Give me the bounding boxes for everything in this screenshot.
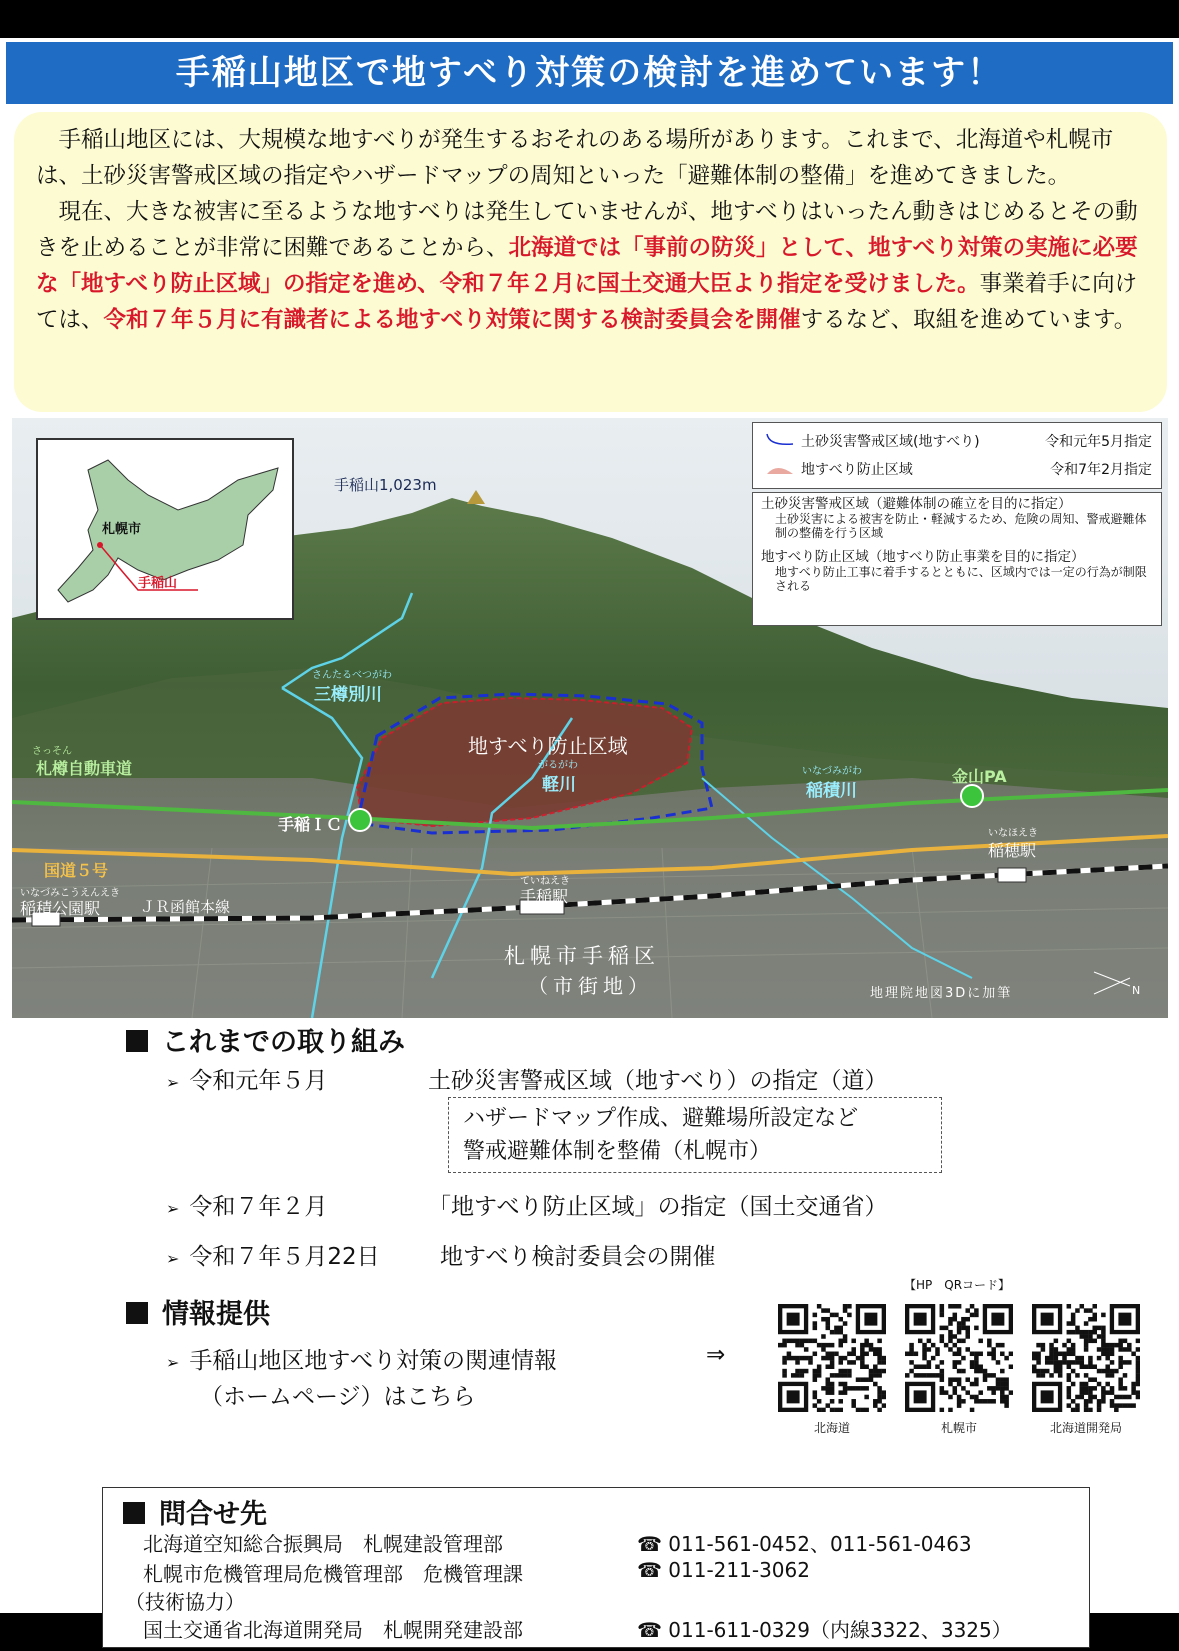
ic-label: 手稲ＩＣ — [278, 815, 343, 834]
triangle-bullet-icon: ➢ — [166, 1073, 180, 1092]
map-credit: 地理院地図3Dに加筆 — [870, 986, 1013, 1001]
legend-date: 令和7年2月指定 — [1050, 462, 1152, 478]
legend-date: 令和元年5月指定 — [1045, 434, 1152, 450]
intro-text: 現在、大きな被害に至るような地すべりは発生していませんが、地すべりはいったん動きはじめるとその動きを止めることが非常に困難であることから、 — [36, 199, 1138, 261]
contact-tel-number: 011-611-0329（内線3322、3325） — [668, 1618, 1012, 1642]
station-kana: いなづみこうえんえき — [20, 888, 120, 899]
phone-icon: ☎ — [637, 1618, 662, 1642]
contact-box — [102, 1487, 1090, 1648]
intro-box — [14, 112, 1167, 412]
history-note-line: 警戒避難体制を整備（札幌市） — [463, 1139, 772, 1164]
info-heading-text: 情報提供 — [162, 1299, 270, 1330]
contact-org: 北海道空知総合振興局 札幌建設管理部 — [143, 1532, 503, 1556]
qr-label: 北海道開発局 — [1049, 1421, 1122, 1435]
triangle-bullet-icon: ➢ — [166, 1249, 180, 1268]
river-kana: いなづみがわ — [802, 766, 862, 777]
square-bullet-icon — [126, 1030, 148, 1052]
intro-paragraph-2 — [36, 194, 1145, 338]
intro-text: 事業着手に向けては、 — [36, 271, 1138, 333]
history-date: 令和元年５月 — [189, 1068, 328, 1094]
contact-org: 国土交通省北海道開発局 札幌開発建設部 — [143, 1618, 523, 1642]
history-item — [166, 1062, 327, 1095]
river-kana: がるがわ — [538, 760, 578, 771]
legend-label: 地すべり防止区域 — [801, 462, 913, 478]
north-arrow-label: N — [1132, 984, 1141, 997]
history-text: 「地すべり防止区域」の指定（国土交通省） — [428, 1194, 888, 1220]
info-heading — [126, 1292, 270, 1331]
intro-text: するなど、取組を進めています。 — [800, 307, 1137, 333]
definition-body: 地すべり防止工事に着手するとともに、区域内では一定の行為が制限される — [775, 565, 1147, 593]
station-kana: ていねえき — [520, 876, 570, 887]
zone-definitions — [752, 492, 1162, 626]
qr-code-hokkaido[interactable] — [778, 1304, 886, 1412]
history-heading-text: これまでの取り組み — [162, 1027, 405, 1058]
river-label-sanrubetsu: 三樽別川 — [314, 685, 382, 705]
contact-coop-label: （技術協力） — [125, 1590, 245, 1614]
flyer-sheet — [0, 38, 1179, 1642]
triangle-bullet-icon: ➢ — [166, 1199, 180, 1218]
info-text: 手稲山地区地すべり対策の関連情報 — [189, 1348, 557, 1374]
contact-tel-number: 011-211-3062 — [668, 1558, 810, 1582]
legend-row — [761, 429, 1156, 451]
river-kana: さんたるべつがわ — [312, 670, 392, 681]
map-legend — [752, 422, 1162, 489]
legend-prevention-zone-swatch — [765, 460, 795, 476]
station-label: 手稲駅 — [520, 887, 569, 906]
intro-highlight: 令和７年５月に有識者による地すべり対策に関する検討委員会を開催 — [103, 307, 801, 333]
intro-highlight: 北海道では「事前の防災」として、地すべり対策の実施に必要な「地すべり防止区域」の指定を進め、令和７年２月に国土交通大臣より指定を受けました。 — [36, 235, 1138, 297]
history-item — [166, 1188, 327, 1221]
history-note-line: ハザードマップ作成、避難場所設定など — [463, 1106, 859, 1131]
history-heading — [126, 1020, 405, 1059]
history-text: 土砂災害警戒区域（地すべり）の指定（道） — [428, 1068, 888, 1094]
qr-heading: 【HP QRコード】 — [904, 1278, 1011, 1292]
page-title: 手稲山地区で地すべり対策の検討を進めています！ — [6, 42, 1173, 104]
inset-mountain-label: 手稲山 — [138, 576, 178, 591]
hokkaido-inset-map — [36, 438, 294, 620]
terrain-map — [12, 418, 1168, 1018]
jr-line-label: ＪＲ函館本線 — [140, 898, 231, 916]
legend-warning-zone-swatch — [765, 432, 795, 448]
phone-icon: ☎ — [637, 1532, 662, 1556]
ward-sub-label: （市街地） — [528, 974, 653, 998]
zone-label: 地すべり防止区域 — [468, 734, 628, 758]
expressway-label: 札樽自動車道 — [36, 759, 133, 778]
legend-row — [761, 457, 1156, 479]
definition-heading: 土砂災害警戒区域（避難体制の確立を目的に指定） — [761, 496, 1072, 512]
mountain-label: 手稲山1,023m — [334, 476, 437, 494]
station-kana: いなほえき — [988, 828, 1038, 839]
definition-body: 土砂災害による被害を防止・軽減するため、危険の周知、警戒避難体制の整備を行う区域 — [775, 512, 1147, 540]
triangle-bullet-icon: ➢ — [166, 1353, 180, 1372]
pa-label: 金山PA — [952, 767, 1007, 786]
definition-heading: 地すべり防止区域（地すべり防止事業を目的に指定） — [761, 549, 1085, 565]
river-label-garu: 軽川 — [542, 775, 576, 795]
qr-code-hkd-bureau[interactable] — [1032, 1304, 1140, 1412]
phone-icon: ☎ — [637, 1558, 662, 1582]
route5-label: 国道５号 — [44, 861, 109, 880]
square-bullet-icon — [123, 1502, 145, 1524]
history-date: 令和７年５月22日 — [189, 1244, 380, 1270]
legend-label: 土砂災害警戒区域(地すべり) — [801, 434, 980, 450]
river-label-inazumi: 稲積川 — [806, 781, 857, 801]
contact-heading — [123, 1492, 267, 1531]
station-label: 稲積公園駅 — [20, 899, 101, 918]
inset-city-label: 札幌市 — [102, 522, 142, 537]
contact-tel — [637, 1614, 1012, 1643]
qr-code-sapporo[interactable] — [905, 1304, 1013, 1412]
ward-label: 札幌市手稲区 — [504, 944, 660, 968]
history-item — [166, 1238, 380, 1271]
hokkaido-outline — [38, 440, 292, 618]
expressway-kana: さっそん — [32, 746, 72, 757]
contact-tel — [637, 1558, 810, 1582]
station-label: 稲穂駅 — [988, 841, 1037, 860]
teine-ic-marker — [349, 809, 371, 831]
history-date: 令和７年２月 — [189, 1194, 328, 1220]
intro-paragraph-1: 手稲山地区には、大規模な地すべりが発生するおそれのある場所があります。これまで、北海道や札幌市は、土砂災害警戒区域の指定やハザードマップの周知といった「避難体制の整備」を進めてきました。 — [36, 127, 1114, 189]
north-arrow-icon — [1092, 968, 1132, 998]
info-line — [166, 1342, 557, 1375]
right-arrow-icon: ⇒ — [706, 1342, 726, 1368]
history-text: 地すべり検討委員会の開催 — [440, 1244, 716, 1270]
inaho-station-marker — [998, 868, 1026, 882]
contact-heading-text: 問合せ先 — [159, 1499, 267, 1530]
history-note-box — [448, 1097, 942, 1173]
kanayama-pa-marker — [961, 785, 983, 807]
info-text: （ホームページ）はこちら — [200, 1384, 476, 1410]
qr-label: 札幌市 — [940, 1421, 977, 1435]
contact-org: 札幌市危機管理局危機管理部 危機管理課 — [143, 1562, 523, 1586]
contact-tel-number: 011-561-0452、011-561-0463 — [668, 1532, 972, 1556]
square-bullet-icon — [126, 1302, 148, 1324]
contact-tel — [637, 1528, 972, 1557]
qr-label: 北海道 — [813, 1421, 850, 1435]
